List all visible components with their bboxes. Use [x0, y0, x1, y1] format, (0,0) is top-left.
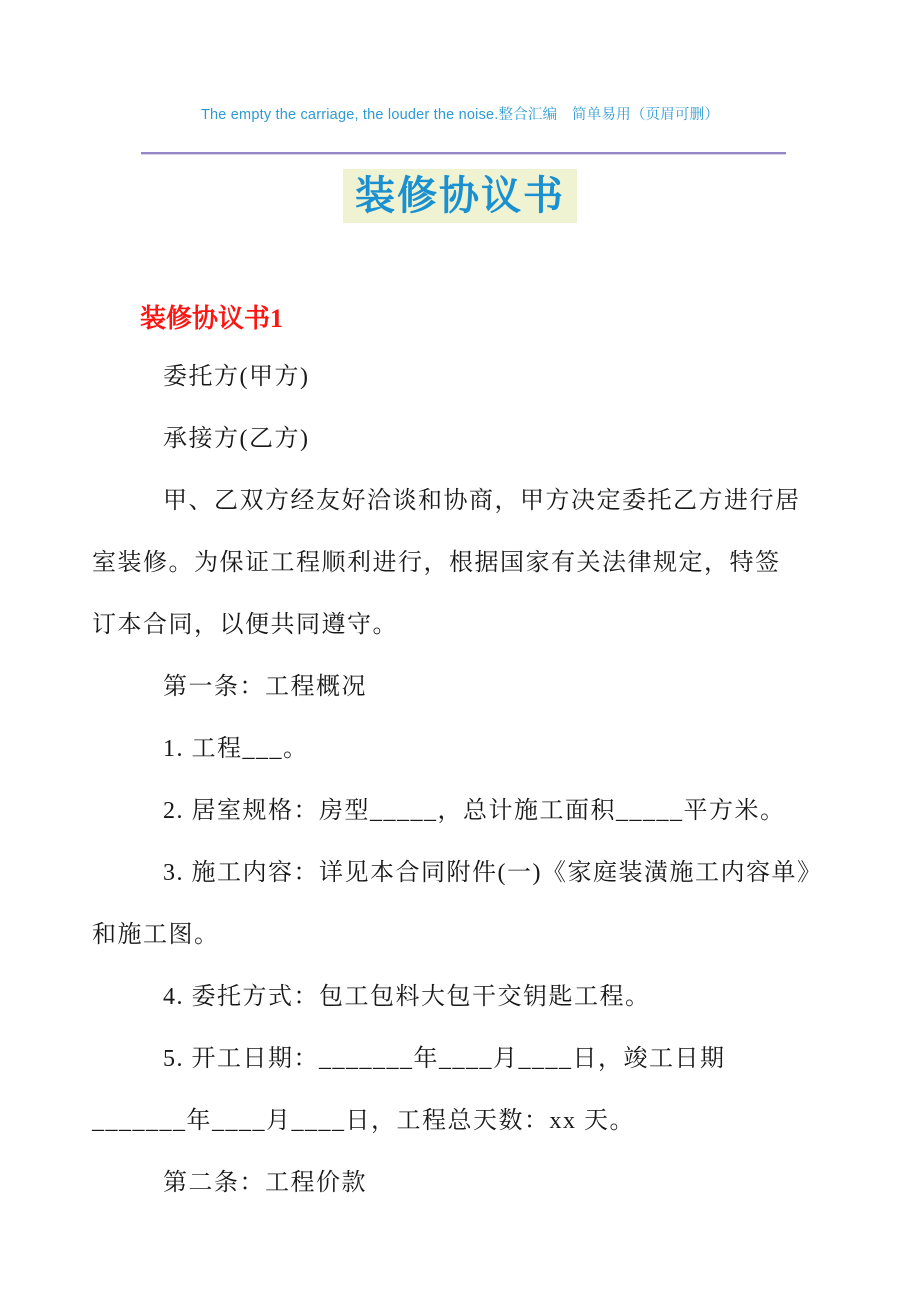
- paragraph-line: 第一条：工程概况: [163, 674, 367, 700]
- paragraph-line: 4. 委托方式：包工包料大包干交钥匙工程。: [163, 984, 651, 1010]
- paragraph-line: 订本合同，以便共同遵守。: [92, 612, 398, 638]
- paragraph: [92, 1028, 790, 1152]
- paragraph: [92, 1152, 790, 1214]
- paragraph-line: _______年____月____日，工程总天数：xx 天。: [92, 1108, 635, 1134]
- page-header-text: The empty the carriage, the louder the noise.整合汇编 简单易用（页眉可删）: [200, 107, 720, 123]
- paragraph-line: 3. 施工内容：详见本合同附件(一)《家庭装潢施工内容单》: [163, 860, 823, 886]
- paragraph-line: 5. 开工日期：_______年____月____日，竣工日期: [163, 1046, 726, 1072]
- paragraph-line: 2. 居室规格：房型_____，总计施工面积_____平方米。: [163, 798, 786, 824]
- paragraph-line: 1. 工程___。: [163, 736, 309, 762]
- paragraph: [92, 842, 823, 966]
- paragraph-line: 和施工图。: [92, 922, 220, 948]
- section-heading: 装修协议书1: [140, 304, 284, 333]
- header-divider: [141, 152, 786, 155]
- paragraph: [92, 718, 790, 780]
- paragraph: [92, 346, 790, 408]
- paragraph-line: 甲、乙双方经友好洽谈和协商，甲方决定委托乙方进行居: [163, 488, 801, 514]
- paragraph: [92, 966, 790, 1028]
- paragraph-line: 室装修。为保证工程顺利进行，根据国家有关法律规定，特签: [92, 550, 781, 576]
- document-title: 装修协议书: [343, 169, 577, 223]
- paragraph-line: 第二条：工程价款: [163, 1170, 367, 1196]
- document-title-row: [0, 169, 920, 223]
- paragraph: [92, 470, 801, 656]
- paragraph-line: 承接方(乙方): [163, 426, 310, 452]
- paragraph: [92, 780, 790, 842]
- paragraph: [92, 408, 790, 470]
- paragraph-line: 委托方(甲方): [163, 364, 310, 390]
- paragraph: [92, 656, 790, 718]
- document-body: [0, 346, 920, 1214]
